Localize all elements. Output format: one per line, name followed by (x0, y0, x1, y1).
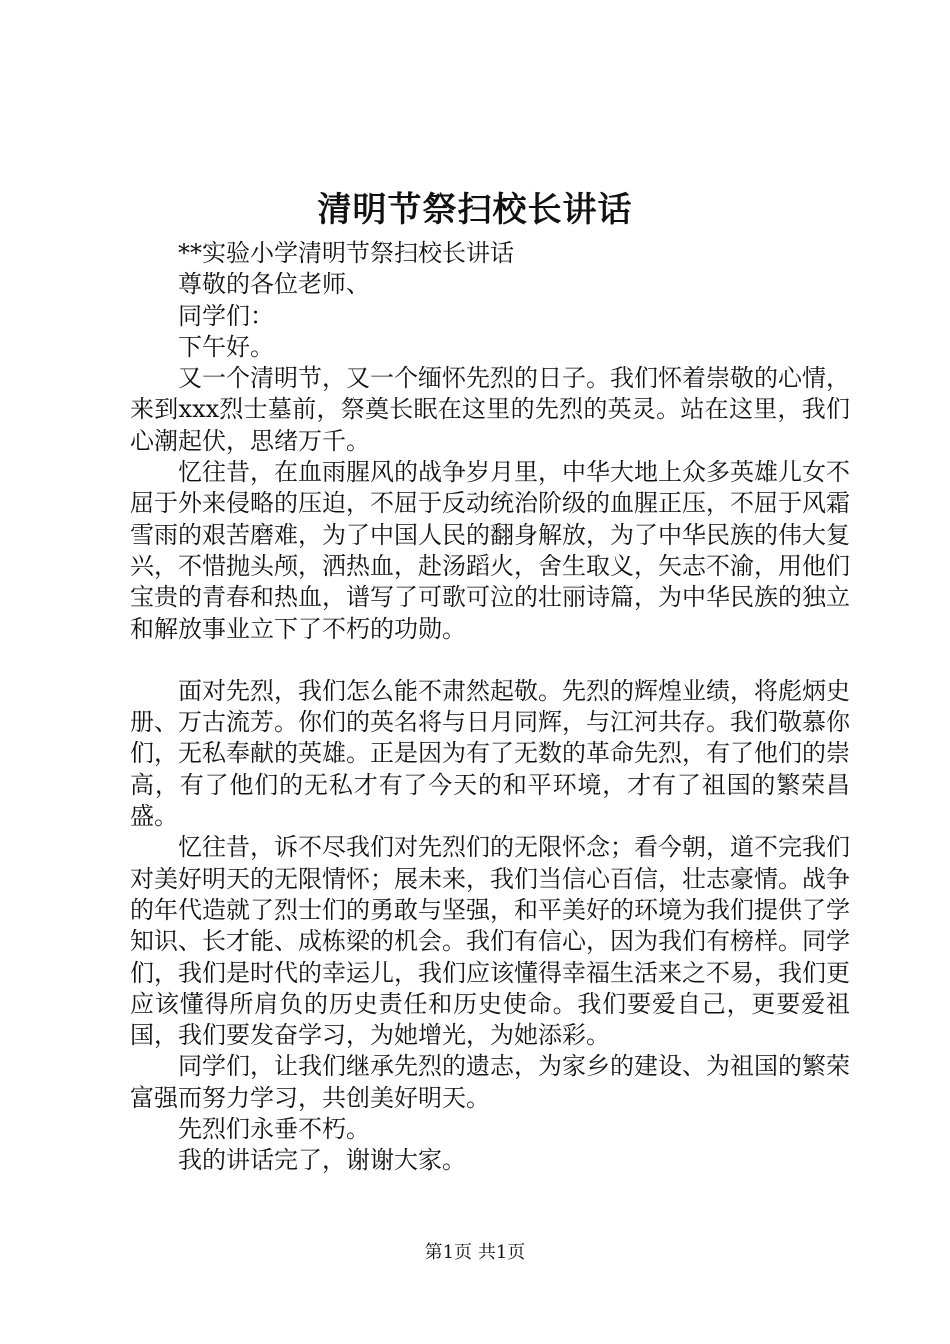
paragraph-qingming: 又一个清明节，又一个缅怀先烈的日子。我们怀着崇敬的心情，来到xxx烈士墓前，祭奠长眠在这里的先烈的英灵。站在这里，我们心潮起伏，思绪万千。 (130, 364, 850, 455)
paragraph-recall-past: 忆往昔，在血雨腥风的战争岁月里，中华大地上众多英雄儿女不屈于外来侵略的压迫，不屈于反动统治阶级的血腥正压，不屈于风霜雪雨的艰苦磨难，为了中国人民的翻身解放，为了中华民族的伟大复兴，不惜抛头颅，洒热血，赴汤蹈火，舍生取义，矢志不渝，用他们宝贵的青春和热血，谱写了可歌可泣的壮丽诗篇，为中华民族的独立和解放事业立下了不朽的功勋。 (130, 458, 850, 643)
document-body (130, 238, 850, 1177)
paragraph-spacer (130, 645, 850, 676)
paragraph-closing: 我的讲话完了，谢谢大家。 (178, 1146, 466, 1175)
salutation-teachers: 尊敬的各位老师、 (178, 270, 370, 299)
greeting: 下午好。 (178, 332, 274, 361)
school-heading-line: **实验小学清明节祭扫校长讲话 (178, 239, 514, 267)
salutation-students: 同学们： (178, 301, 274, 330)
paragraph-facing-martyrs: 面对先烈，我们怎么能不肃然起敬。先烈的辉煌业绩，将彪炳史册、万古流芳。你们的英名将与日月同辉，与江河共存。我们敬慕你们，无私奉献的英雄。正是因为有了无数的革命先烈，有了他们的崇高，有了他们的无私才有了今天的和平环境，才有了祖国的繁荣昌盛。 (130, 676, 850, 831)
paragraph-call-to-action: 同学们，让我们继承先烈的遗志，为家乡的建设、为祖国的繁荣富强而努力学习，共创美好明天。 (130, 1052, 850, 1112)
paragraph-today-future: 忆往昔，诉不尽我们对先烈们的无限怀念；看今朝，道不完我们对美好明天的无限情怀；展未来，我们当信心百信，壮志豪情。战争的年代造就了烈士们的勇敢与坚强，和平美好的环境为我们提供了学知识、长才能、成栋梁的机会。我们有信心，因为我们有榜样。同学们，我们是时代的幸运儿，我们应该懂得幸福生活来之不易，我们更应该懂得所肩负的历史责任和历史使命。我们要爱自己，更要爱祖国，我们要发奋学习，为她增光，为她添彩。 (130, 833, 850, 1050)
document-title: 清明节祭扫校长讲话 (317, 190, 633, 230)
paragraph-tribute: 先烈们永垂不朽。 (178, 1115, 370, 1144)
page-number-footer: 第1页 共1页 (424, 1242, 526, 1263)
